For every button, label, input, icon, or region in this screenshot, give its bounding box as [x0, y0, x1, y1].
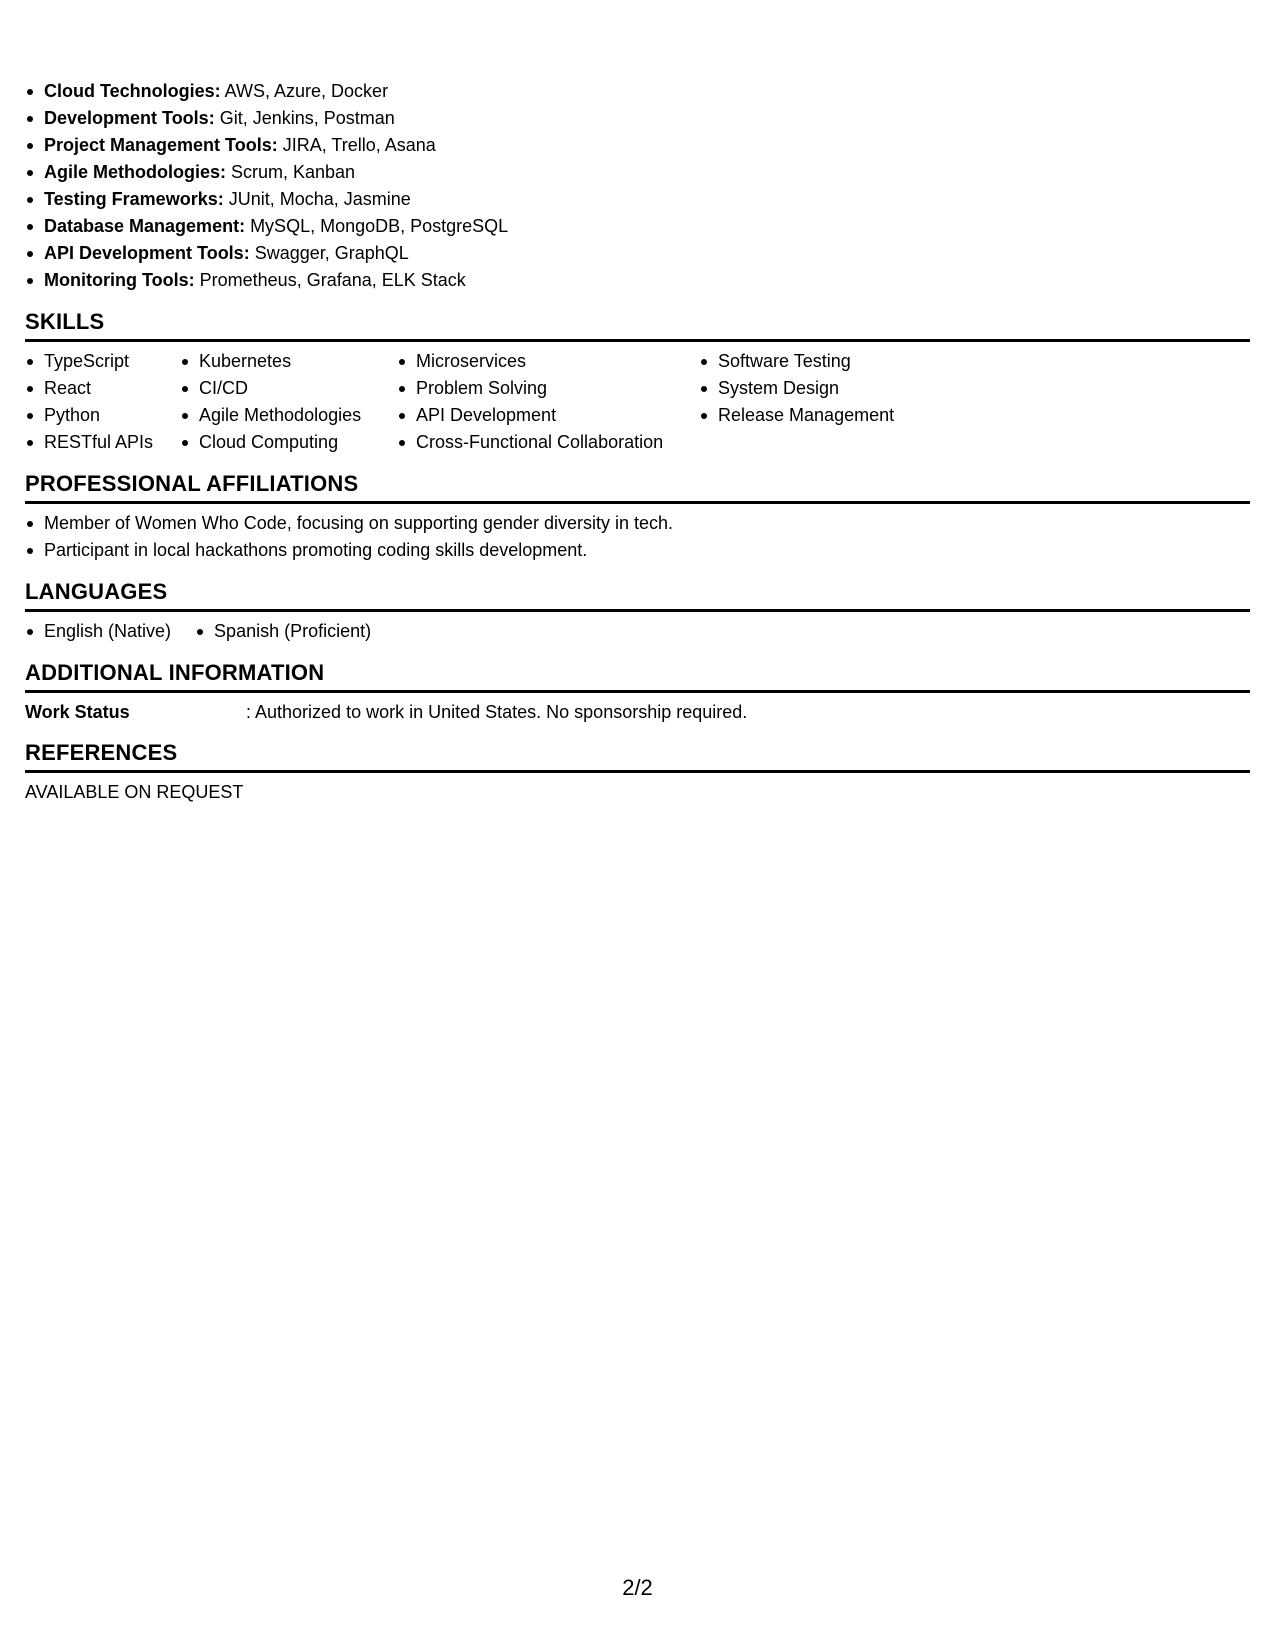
skill-item: Cloud Computing	[180, 429, 397, 456]
tool-value: Swagger, GraphQL	[249, 243, 409, 263]
skills-column	[397, 348, 699, 456]
tool-label: Monitoring Tools:	[44, 270, 195, 290]
affiliations-list	[25, 510, 1250, 564]
list-item: Member of Women Who Code, focusing on supporting gender diversity in tech.	[25, 510, 1250, 537]
tool-value: Prometheus, Grafana, ELK Stack	[194, 270, 466, 290]
skills-column	[180, 348, 397, 456]
tool-value: Git, Jenkins, Postman	[214, 108, 395, 128]
list-item	[25, 240, 1250, 267]
skill-item: Cross-Functional Collaboration	[397, 429, 699, 456]
tool-value: JUnit, Mocha, Jasmine	[223, 189, 411, 209]
skills-section	[25, 308, 1250, 456]
skill-item: React	[25, 375, 180, 402]
references-text: AVAILABLE ON REQUEST	[25, 782, 244, 802]
skill-item: Release Management	[699, 402, 999, 429]
tools-list	[25, 78, 1250, 294]
work-status-row	[25, 699, 1250, 725]
tool-value: JIRA, Trello, Asana	[277, 135, 436, 155]
skill-item: RESTful APIs	[25, 429, 180, 456]
resume-page	[25, 78, 1250, 805]
list-item	[25, 105, 1250, 132]
skill-item: CI/CD	[180, 375, 397, 402]
skill-item: Agile Methodologies	[180, 402, 397, 429]
affiliations-section	[25, 470, 1250, 564]
language-item: English (Native)	[25, 618, 171, 645]
list-item	[25, 159, 1250, 186]
skills-grid	[25, 348, 1250, 456]
list-item	[25, 267, 1250, 294]
section-heading: REFERENCES	[25, 739, 1250, 773]
page-number: 2/2	[622, 1575, 653, 1600]
skill-item: Problem Solving	[397, 375, 699, 402]
work-status-value: : Authorized to work in United States. No sponsorship required.	[246, 702, 748, 722]
section-heading: SKILLS	[25, 308, 1250, 342]
tool-label: Cloud Technologies:	[44, 81, 221, 101]
tool-label: Development Tools:	[44, 108, 215, 128]
skills-column	[25, 348, 180, 456]
skill-item: System Design	[699, 375, 999, 402]
skills-column	[699, 348, 999, 456]
list-item	[25, 213, 1250, 240]
tool-label: API Development Tools:	[44, 243, 250, 263]
language-item: Spanish (Proficient)	[195, 618, 371, 645]
languages-list	[25, 618, 1250, 645]
languages-section	[25, 578, 1250, 645]
additional-info-section	[25, 659, 1250, 725]
tool-value: Scrum, Kanban	[226, 162, 356, 182]
section-heading: ADDITIONAL INFORMATION	[25, 659, 1250, 693]
skill-item: Software Testing	[699, 348, 999, 375]
tool-label: Database Management:	[44, 216, 246, 236]
list-item	[25, 186, 1250, 213]
skill-item: TypeScript	[25, 348, 180, 375]
section-heading: LANGUAGES	[25, 578, 1250, 612]
skill-item: Kubernetes	[180, 348, 397, 375]
skill-item: Microservices	[397, 348, 699, 375]
tool-label: Agile Methodologies:	[44, 162, 226, 182]
work-status-label: Work Status	[25, 702, 130, 722]
tool-value: AWS, Azure, Docker	[220, 81, 389, 101]
references-section	[25, 739, 1250, 805]
list-item	[25, 78, 1250, 105]
tool-label: Testing Frameworks:	[44, 189, 224, 209]
skill-item: Python	[25, 402, 180, 429]
list-item	[25, 132, 1250, 159]
list-item: Participant in local hackathons promoting coding skills development.	[25, 537, 1250, 564]
section-heading: PROFESSIONAL AFFILIATIONS	[25, 470, 1250, 504]
tool-label: Project Management Tools:	[44, 135, 278, 155]
skill-item: API Development	[397, 402, 699, 429]
tool-value: MySQL, MongoDB, PostgreSQL	[245, 216, 509, 236]
